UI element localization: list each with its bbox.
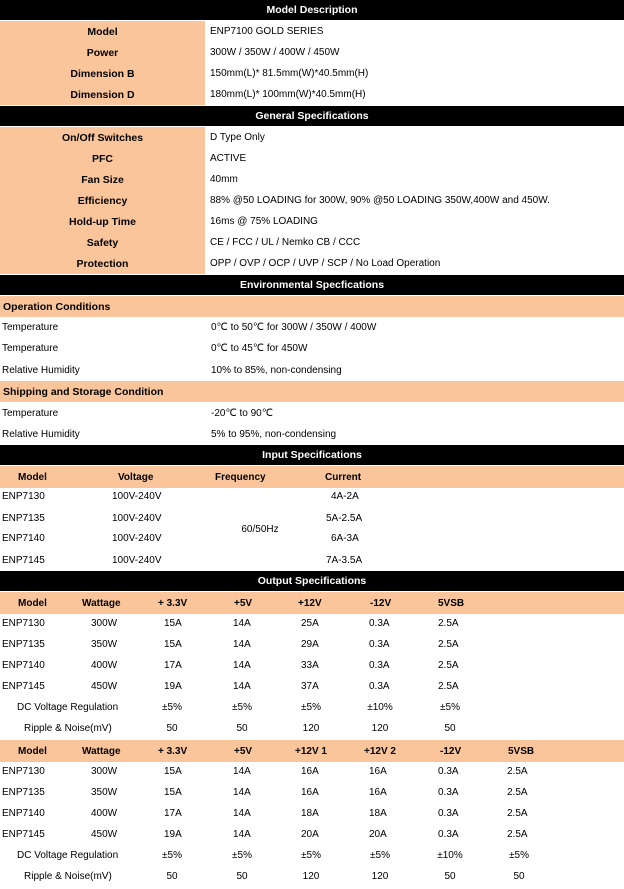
cell-current: 4A-2A bbox=[331, 491, 359, 502]
spec-row-power bbox=[0, 42, 624, 63]
env-label: Temperature bbox=[2, 343, 59, 354]
frequency-merged-cell: 60/50Hz bbox=[241, 523, 279, 535]
table-cell: 29A bbox=[301, 639, 319, 650]
spec-label: Efficiency bbox=[0, 190, 205, 211]
cell-model: ENP7145 bbox=[2, 555, 45, 566]
cell-voltage: 100V-240V bbox=[112, 513, 162, 524]
env-row bbox=[0, 403, 624, 424]
table-cell: ENP7130 bbox=[2, 618, 45, 629]
table-cell: 300W bbox=[91, 766, 118, 777]
table-cell: 2.5A bbox=[507, 787, 528, 798]
table-cell: 33A bbox=[301, 660, 319, 671]
table-cell: 18A bbox=[369, 808, 387, 819]
col-header: Voltage bbox=[118, 471, 154, 483]
ripple-label: Ripple & Noise(mV) bbox=[24, 723, 112, 734]
col-header: Wattage bbox=[82, 745, 121, 757]
ripple-label: Ripple & Noise(mV) bbox=[24, 871, 112, 882]
ripple-row bbox=[0, 718, 624, 739]
table-cell: 350W bbox=[91, 639, 118, 650]
env-value: 5% to 95%, non-condensing bbox=[211, 429, 337, 440]
spec-label: Fan Size bbox=[0, 169, 205, 190]
spec-row-fan-size bbox=[0, 169, 624, 190]
input-specs-title: Input Specifications bbox=[262, 449, 362, 461]
spec-label: Power bbox=[0, 42, 205, 63]
col-header: + 3.3V bbox=[158, 597, 188, 609]
spec-value: ENP7100 GOLD SERIES bbox=[205, 21, 624, 42]
cell-model: ENP7135 bbox=[2, 513, 45, 524]
table-row bbox=[0, 761, 624, 782]
col-header: +5V bbox=[234, 745, 253, 757]
regulation-value: ±5% bbox=[162, 702, 182, 713]
cell-model: ENP7140 bbox=[2, 533, 45, 544]
operation-conditions-title: Operation Conditions bbox=[0, 296, 624, 317]
table-cell: 14A bbox=[233, 766, 251, 777]
regulation-value: ±5% bbox=[440, 702, 460, 713]
table-cell: 0.3A bbox=[438, 766, 459, 777]
table-cell: 0.3A bbox=[369, 618, 390, 629]
table-cell: 17A bbox=[164, 660, 182, 671]
table-cell: 450W bbox=[91, 681, 118, 692]
environmental-title: Environmental Specfications bbox=[239, 279, 385, 291]
table-cell: 350W bbox=[91, 787, 118, 798]
env-value: -20℃ to 90℃ bbox=[211, 408, 273, 419]
col-header: Model bbox=[18, 471, 47, 483]
ripple-value: 50 bbox=[513, 871, 525, 882]
regulation-value: ±5% bbox=[232, 850, 252, 861]
col-header: 5VSB bbox=[438, 597, 465, 609]
spec-value: ACTIVE bbox=[205, 148, 624, 169]
table-cell: 400W bbox=[91, 660, 118, 671]
table-cell: 20A bbox=[369, 829, 387, 840]
table-cell: 2.5A bbox=[507, 808, 528, 819]
cell-voltage: 100V-240V bbox=[112, 491, 162, 502]
table-cell: 14A bbox=[233, 681, 251, 692]
ripple-row bbox=[0, 866, 624, 887]
spec-value: D Type Only bbox=[205, 127, 624, 148]
env-label: Relative Humidity bbox=[2, 429, 80, 440]
spec-row-pfc bbox=[0, 148, 624, 169]
spec-row-model bbox=[0, 21, 624, 42]
col-header: -12V bbox=[440, 745, 462, 757]
env-label: Temperature bbox=[2, 322, 59, 333]
table-cell: 25A bbox=[301, 618, 319, 629]
table-cell: 300W bbox=[91, 618, 118, 629]
table-cell: 15A bbox=[164, 618, 182, 629]
spec-row-dimension-b bbox=[0, 63, 624, 84]
table-cell: ENP7140 bbox=[2, 660, 45, 671]
output-specs-header bbox=[0, 571, 624, 591]
col-header: Model bbox=[18, 597, 47, 609]
spec-row-protection bbox=[0, 253, 624, 274]
cell-voltage: 100V-240V bbox=[112, 555, 162, 566]
table-row bbox=[0, 634, 624, 655]
spec-label: Safety bbox=[0, 232, 205, 253]
spec-value: OPP / OVP / OCP / UVP / SCP / No Load Operation bbox=[205, 253, 624, 274]
spec-label: On/Off Switches bbox=[0, 127, 205, 148]
spec-value: 40mm bbox=[205, 169, 624, 190]
ripple-value: 120 bbox=[302, 723, 320, 734]
cell-model: ENP7130 bbox=[2, 491, 45, 502]
table-row bbox=[0, 613, 624, 634]
col-header: 5VSB bbox=[508, 745, 535, 757]
table-cell: 400W bbox=[91, 808, 118, 819]
env-row bbox=[0, 317, 624, 338]
table-cell: 14A bbox=[233, 829, 251, 840]
table-cell: 2.5A bbox=[438, 639, 459, 650]
table-cell: 18A bbox=[301, 808, 319, 819]
regulation-value: ±5% bbox=[301, 702, 321, 713]
col-header: Wattage bbox=[82, 597, 121, 609]
spec-row-dimension-d bbox=[0, 84, 624, 105]
table-cell: 15A bbox=[164, 787, 182, 798]
spec-value: 150mm(L)* 81.5mm(W)*40.5mm(H) bbox=[205, 63, 624, 84]
cell-current: 6A-3A bbox=[331, 533, 359, 544]
col-header: +12V 2 bbox=[364, 745, 396, 757]
col-header: Frequency bbox=[215, 471, 266, 483]
spec-label: Model bbox=[0, 21, 205, 42]
spec-value: CE / FCC / UL / Nemko CB / CCC bbox=[205, 232, 624, 253]
regulation-row bbox=[0, 697, 624, 718]
regulation-value: ±5% bbox=[232, 702, 252, 713]
spec-row-efficiency bbox=[0, 190, 624, 211]
table-cell: ENP7145 bbox=[2, 681, 45, 692]
table-cell: 2.5A bbox=[438, 681, 459, 692]
table-cell: 2.5A bbox=[507, 766, 528, 777]
table-cell: 2.5A bbox=[507, 829, 528, 840]
table-cell: 450W bbox=[91, 829, 118, 840]
table-cell: 14A bbox=[233, 660, 251, 671]
table-row bbox=[0, 803, 624, 824]
col-header: +12V bbox=[298, 597, 322, 609]
ripple-value: 50 bbox=[166, 871, 178, 882]
col-header: +12V 1 bbox=[295, 745, 327, 757]
regulation-value: ±10% bbox=[367, 702, 393, 713]
table-cell: 15A bbox=[164, 639, 182, 650]
table-cell: 37A bbox=[301, 681, 319, 692]
general-specs-header bbox=[0, 106, 624, 126]
output-table1-head bbox=[0, 592, 624, 614]
output-specs-title: Output Specifications bbox=[257, 575, 367, 587]
table-row bbox=[0, 824, 624, 845]
table-cell: 2.5A bbox=[438, 660, 459, 671]
environmental-header bbox=[0, 275, 624, 295]
env-row bbox=[0, 338, 624, 359]
spec-row-safety bbox=[0, 232, 624, 253]
spec-label: Protection bbox=[0, 253, 205, 274]
table-cell: 16A bbox=[369, 766, 387, 777]
table-row bbox=[0, 782, 624, 803]
ripple-value: 50 bbox=[166, 723, 178, 734]
spec-value: 300W / 350W / 400W / 450W bbox=[205, 42, 624, 63]
table-cell: 0.3A bbox=[369, 660, 390, 671]
model-description-title: Model Description bbox=[266, 4, 358, 16]
env-row bbox=[0, 424, 624, 445]
table-cell: ENP7130 bbox=[2, 766, 45, 777]
cell-voltage: 100V-240V bbox=[112, 533, 162, 544]
regulation-value: ±5% bbox=[370, 850, 390, 861]
ripple-value: 120 bbox=[302, 871, 320, 882]
general-specs-title: General Specifications bbox=[255, 110, 369, 122]
spec-value: 16ms @ 75% LOADING bbox=[205, 211, 624, 232]
output-table2-head bbox=[0, 740, 624, 762]
model-description-header bbox=[0, 0, 624, 20]
table-cell: 0.3A bbox=[369, 681, 390, 692]
table-cell: 16A bbox=[301, 787, 319, 798]
ripple-value: 50 bbox=[444, 723, 456, 734]
table-cell: 0.3A bbox=[438, 808, 459, 819]
env-value: 0℃ to 45℃ for 450W bbox=[211, 343, 308, 354]
spec-value: 180mm(L)* 100mm(W)*40.5mm(H) bbox=[205, 84, 624, 105]
table-cell: 20A bbox=[301, 829, 319, 840]
table-cell: 15A bbox=[164, 766, 182, 777]
table-row bbox=[0, 655, 624, 676]
regulation-value: ±5% bbox=[509, 850, 529, 861]
col-header: Model bbox=[18, 745, 47, 757]
table-cell: 17A bbox=[164, 808, 182, 819]
ripple-value: 50 bbox=[236, 871, 248, 882]
table-row bbox=[0, 676, 624, 697]
table-cell: ENP7135 bbox=[2, 639, 45, 650]
spec-row-holdup bbox=[0, 211, 624, 232]
env-value: 0℃ to 50℃ for 300W / 350W / 400W bbox=[211, 322, 377, 333]
env-row bbox=[0, 360, 624, 381]
col-header: -12V bbox=[370, 597, 392, 609]
table-cell: 0.3A bbox=[438, 787, 459, 798]
cell-current: 5A-2.5A bbox=[326, 513, 363, 524]
table-cell: ENP7145 bbox=[2, 829, 45, 840]
spec-label: Hold-up Time bbox=[0, 211, 205, 232]
col-header: Current bbox=[325, 471, 362, 483]
regulation-row bbox=[0, 845, 624, 866]
input-table-head bbox=[0, 466, 624, 488]
ripple-value: 120 bbox=[371, 871, 389, 882]
table-cell: 16A bbox=[369, 787, 387, 798]
env-value: 10% to 85%, non-condensing bbox=[211, 365, 342, 376]
spec-label: Dimension D bbox=[0, 84, 205, 105]
shipping-condition-title: Shipping and Storage Condition bbox=[0, 381, 624, 402]
table-cell: 14A bbox=[233, 808, 251, 819]
regulation-value: ±5% bbox=[162, 850, 182, 861]
table-cell: 19A bbox=[164, 829, 182, 840]
col-header: + 3.3V bbox=[158, 745, 188, 757]
regulation-label: DC Voltage Regulation bbox=[17, 850, 119, 861]
regulation-value: ±10% bbox=[437, 850, 463, 861]
ripple-value: 120 bbox=[371, 723, 389, 734]
env-label: Relative Humidity bbox=[2, 365, 80, 376]
table-cell: 0.3A bbox=[438, 829, 459, 840]
spec-label: Dimension B bbox=[0, 63, 205, 84]
table-cell: 19A bbox=[164, 681, 182, 692]
spec-value: 88% @50 LOADING for 300W, 90% @50 LOADING 350W,400W and 450W. bbox=[205, 190, 624, 211]
input-specs-header bbox=[0, 445, 624, 465]
env-label: Temperature bbox=[2, 408, 59, 419]
spec-row-onoff bbox=[0, 127, 624, 148]
ripple-value: 50 bbox=[236, 723, 248, 734]
table-cell: 14A bbox=[233, 639, 251, 650]
spec-label: PFC bbox=[0, 148, 205, 169]
ripple-value: 50 bbox=[444, 871, 456, 882]
table-cell: 14A bbox=[233, 787, 251, 798]
table-cell: 0.3A bbox=[369, 639, 390, 650]
regulation-label: DC Voltage Regulation bbox=[17, 702, 119, 713]
table-cell: 2.5A bbox=[438, 618, 459, 629]
col-header: +5V bbox=[234, 597, 253, 609]
table-cell: ENP7135 bbox=[2, 787, 45, 798]
cell-current: 7A-3.5A bbox=[326, 555, 363, 566]
regulation-value: ±5% bbox=[301, 850, 321, 861]
table-cell: ENP7140 bbox=[2, 808, 45, 819]
table-cell: 14A bbox=[233, 618, 251, 629]
table-cell: 16A bbox=[301, 766, 319, 777]
